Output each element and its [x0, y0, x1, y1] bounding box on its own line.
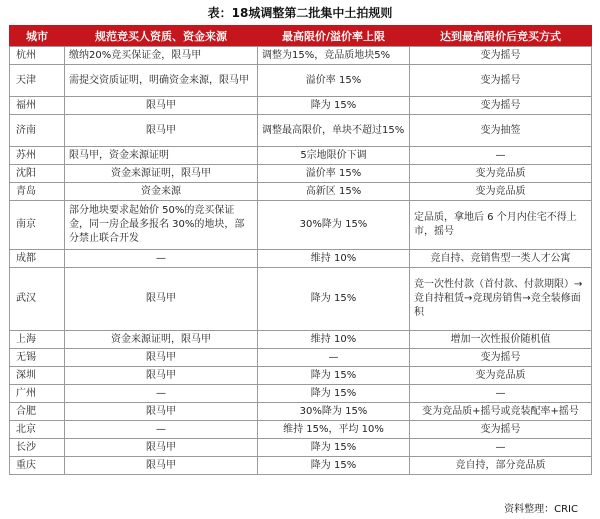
- cell-city: 济南: [10, 115, 65, 147]
- cell-price-limit: 降为 15%: [258, 385, 410, 403]
- table-row: [10, 403, 592, 421]
- cell-bid-method: 变为摇号: [410, 421, 592, 439]
- cell-city: 福州: [10, 97, 65, 115]
- cell-bid-method: 竞自持，部分竞品质: [410, 457, 592, 475]
- header-city: 城市: [10, 26, 65, 47]
- cell-price-limit: 高新区 15%: [258, 183, 410, 201]
- cell-qualification: 限马甲: [65, 403, 258, 421]
- cell-price-limit: 降为 15%: [258, 367, 410, 385]
- cell-bid-method: 变为竞品质: [410, 165, 592, 183]
- cell-price-limit: 调整为15%，竞品质地块5%: [258, 47, 410, 65]
- table-title: 表：18城调整第二批集中土拍规则: [207, 6, 393, 20]
- cell-qualification: 需提交资质证明，明确资金来源，限马甲: [65, 65, 258, 97]
- table-row: [10, 115, 592, 147]
- cell-price-limit: 30%降为 15%: [258, 201, 410, 250]
- cell-city: 武汉: [10, 268, 65, 331]
- header-bid-method: 达到最高限价后竞买方式: [410, 26, 592, 47]
- source-note: 资料整理：CRIC: [504, 504, 578, 515]
- cell-city: 重庆: [10, 457, 65, 475]
- cell-city: 合肥: [10, 403, 65, 421]
- cell-qualification: 部分地块要求起始价 50%的竞买保证金，同一房企最多报名 30%的地块，部分禁止联合开发: [65, 201, 258, 250]
- table-row: [10, 331, 592, 349]
- table-row: [10, 385, 592, 403]
- cell-price-limit: 降为 15%: [258, 457, 410, 475]
- table-row: [10, 250, 592, 268]
- cell-price-limit: 溢价率 15%: [258, 165, 410, 183]
- cell-bid-method: 定品质，拿地后 6 个月内住宅不得上市，摇号: [410, 201, 592, 250]
- cell-city: 杭州: [10, 47, 65, 65]
- cell-qualification: 限马甲: [65, 439, 258, 457]
- cell-price-limit: 维持 15%，平均 10%: [258, 421, 410, 439]
- cell-price-limit: 调整最高限价，单块不超过15%: [258, 115, 410, 147]
- table-row: [10, 421, 592, 439]
- cell-city: 北京: [10, 421, 65, 439]
- cell-city: 青岛: [10, 183, 65, 201]
- cell-bid-method: 变为摇号: [410, 65, 592, 97]
- cell-qualification: 限马甲: [65, 457, 258, 475]
- cell-qualification: 限马甲，资金来源证明: [65, 147, 258, 165]
- cell-qualification: 限马甲: [65, 367, 258, 385]
- cell-qualification: —: [65, 421, 258, 439]
- cell-price-limit: 5宗地限价下调: [258, 147, 410, 165]
- cell-bid-method: 变为摇号: [410, 349, 592, 367]
- cell-city: 无锡: [10, 349, 65, 367]
- header-row: [10, 26, 592, 47]
- cell-city: 深圳: [10, 367, 65, 385]
- cell-qualification: 限马甲: [65, 349, 258, 367]
- cell-city: 上海: [10, 331, 65, 349]
- cell-bid-method: 变为竞品质+摇号或竞装配率+摇号: [410, 403, 592, 421]
- cell-bid-method: 变为摇号: [410, 47, 592, 65]
- cell-bid-method: 增加一次性报价随机值: [410, 331, 592, 349]
- cell-city: 成都: [10, 250, 65, 268]
- cell-price-limit: 30%降为 15%: [258, 403, 410, 421]
- table-row: [10, 183, 592, 201]
- table-row: [10, 97, 592, 115]
- cell-bid-method: 变为竞品质: [410, 183, 592, 201]
- cell-price-limit: —: [258, 349, 410, 367]
- cell-city: 苏州: [10, 147, 65, 165]
- cell-bid-method: 竞一次性付款（首付款、付款期限）→竞自持租赁→竞现房销售→竞全装修面积: [410, 268, 592, 331]
- cell-price-limit: 维持 10%: [258, 250, 410, 268]
- cell-bid-method: 变为竞品质: [410, 367, 592, 385]
- cell-city: 广州: [10, 385, 65, 403]
- table-row: [10, 439, 592, 457]
- header-price-limit: 最高限价/溢价率上限: [258, 26, 410, 47]
- cell-qualification: 资金来源证明，限马甲: [65, 165, 258, 183]
- cell-price-limit: 降为 15%: [258, 97, 410, 115]
- cell-qualification: 限马甲: [65, 268, 258, 331]
- table-row: [10, 47, 592, 65]
- cell-qualification: 资金来源证明，限马甲: [65, 331, 258, 349]
- cell-bid-method: —: [410, 439, 592, 457]
- table-row: [10, 367, 592, 385]
- cell-price-limit: 溢价率 15%: [258, 65, 410, 97]
- cell-price-limit: 维持 10%: [258, 331, 410, 349]
- table-row: [10, 65, 592, 97]
- table-row: [10, 201, 592, 250]
- cell-bid-method: 变为抽签: [410, 115, 592, 147]
- cell-qualification: 限马甲: [65, 115, 258, 147]
- cell-qualification: 限马甲: [65, 97, 258, 115]
- rules-table: [9, 25, 592, 475]
- cell-bid-method: —: [410, 385, 592, 403]
- cell-bid-method: 变为摇号: [410, 97, 592, 115]
- cell-qualification: 资金来源: [65, 183, 258, 201]
- cell-bid-method: 竞自持、竞销售型一类人才公寓: [410, 250, 592, 268]
- table-row: [10, 165, 592, 183]
- header-qualification: 规范竞买人资质、资金来源: [65, 26, 258, 47]
- table-row: [10, 147, 592, 165]
- cell-city: 天津: [10, 65, 65, 97]
- cell-price-limit: 降为 15%: [258, 439, 410, 457]
- cell-qualification: —: [65, 250, 258, 268]
- cell-city: 长沙: [10, 439, 65, 457]
- cell-price-limit: 降为 15%: [258, 268, 410, 331]
- cell-qualification: 缴纳20%竞买保证金，限马甲: [65, 47, 258, 65]
- table-row: [10, 457, 592, 475]
- table-row: [10, 349, 592, 367]
- cell-city: 南京: [10, 201, 65, 250]
- cell-city: 沈阳: [10, 165, 65, 183]
- cell-qualification: —: [65, 385, 258, 403]
- table-row: [10, 268, 592, 331]
- cell-bid-method: —: [410, 147, 592, 165]
